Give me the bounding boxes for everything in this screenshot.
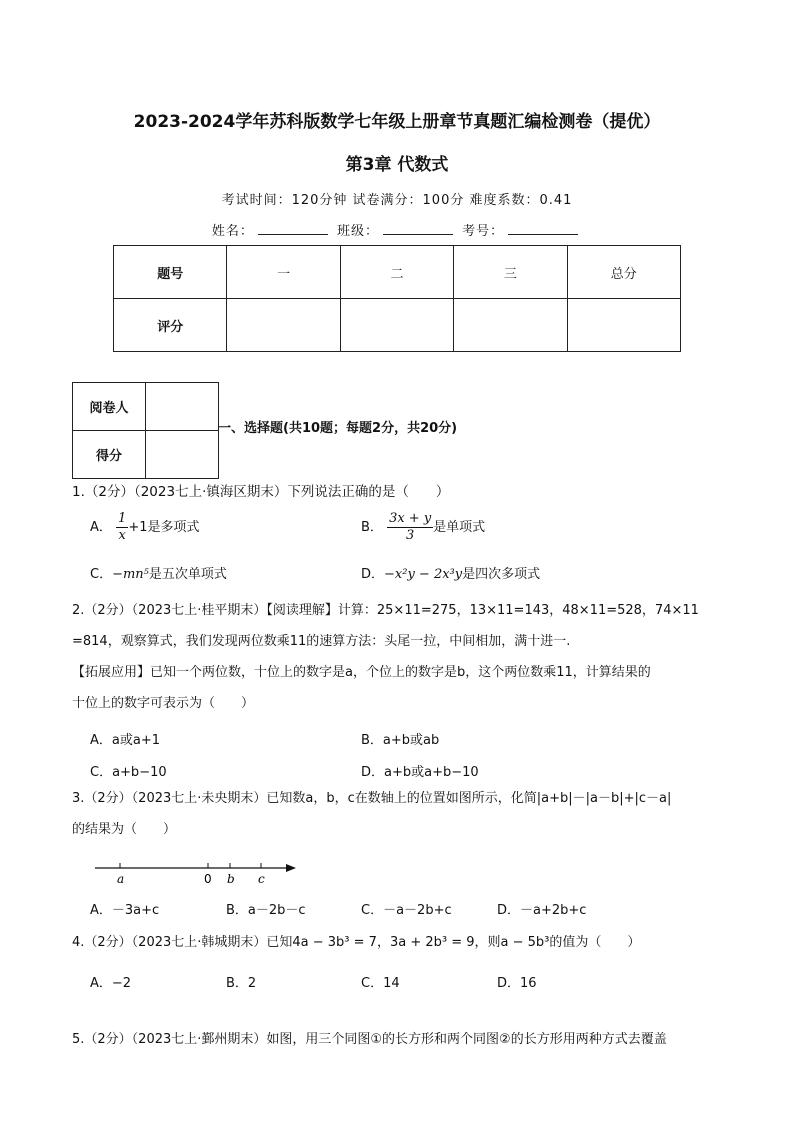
section-score-label: 得分 [73,431,146,479]
chapter-title: 第3章 代数式 [345,155,449,175]
exam-title: 2023-2024学年苏科版数学七年级上册章节真题汇编检测卷（提优） [133,112,661,132]
score-row-label: 评分 [114,299,227,352]
score-header-section2: 二 [340,246,453,299]
q1-option-b[interactable]: B． $\frac{3x + y}{3}$ 是单项式 [361,511,486,543]
q2-option-b[interactable]: B．a+b或ab [361,733,440,748]
q3-stem-line1: 3.（2分）（2023七上·未央期末）已知数a，b，c在数轴上的位置如图所示，化简|a+b|－|a－b|+|c－a| [72,791,672,806]
class-blank[interactable] [383,234,453,235]
q1-option-a[interactable]: A． $\frac{1}{x}$ +1是多项式 [90,511,200,543]
score-table-score-row [114,299,681,352]
q1-option-d[interactable]: D．−x²y − 2x³y是四次多项式 [361,567,541,582]
score-cell[interactable] [454,299,567,352]
q4-stem: 4.（2分）（2023七上·韩城期末）已知4a − 3b³ = 7，3a + 2b³ = 9，则a − 5b³的值为（ ） [72,935,641,950]
number-line-arrow-icon [286,864,296,872]
q5-stem: 5.（2分）（2023七上·鄞州期末）如图，用三个同图①的长方形和两个同图②的长方形用两种方式去覆盖 [72,1032,667,1047]
q3-option-c[interactable]: C．－a－2b+c [361,903,452,918]
score-table-header-row [114,246,681,299]
q1-option-c[interactable]: C．−mn⁵是五次单项式 [90,567,227,582]
q4-option-c[interactable]: C．14 [361,976,400,991]
id-label: 考号： [462,224,505,239]
q2-stem-line2: =814，观察算式，我们发现两位数乘11的速算方法：头尾一拉，中间相加，满十进一. [72,634,571,649]
score-header-total: 总分 [567,246,680,299]
label-c: c [258,872,265,886]
label-a: a [117,872,125,886]
q3-option-d[interactable]: D．－a+2b+c [497,903,587,918]
grader-table [72,382,219,479]
q3-number-line [90,858,305,888]
score-cell[interactable] [227,299,340,352]
q4-option-a[interactable]: A．−2 [90,976,132,991]
q4-option-b[interactable]: B．2 [226,976,257,991]
exam-info: 考试时间：120分钟 试卷满分：100分 难度系数：0.41 [221,193,573,208]
q2-option-c[interactable]: C．a+b−10 [90,765,167,780]
grader-cell[interactable] [146,383,219,431]
score-header-section1: 一 [227,246,340,299]
class-label: 班级： [336,224,379,239]
name-blank[interactable] [258,234,328,235]
q2-stem-line4: 十位上的数字可表示为（ ） [72,696,255,711]
id-blank[interactable] [508,234,578,235]
q2-option-d[interactable]: D．a+b或a+b−10 [361,765,479,780]
section1-heading: 一、选择题(共10题；每题2分，共20分) [218,421,458,436]
score-table [113,245,681,352]
label-b: b [227,872,235,886]
q2-stem-line1: 2.（2分）（2023七上·桂平期末）【阅读理解】计算：25×11=275，13×11=143，48×11=528，74×11 [72,603,699,618]
name-label: 姓名： [211,224,254,239]
q2-option-a[interactable]: A．a或a+1 [90,733,160,748]
score-cell[interactable] [340,299,453,352]
q3-option-a[interactable]: A．－3a+c [90,903,160,918]
score-header-section3: 三 [454,246,567,299]
score-cell[interactable] [567,299,680,352]
q3-option-b[interactable]: B．a－2b－c [226,903,306,918]
grader-label: 阅卷人 [73,383,146,431]
score-header-number: 题号 [114,246,227,299]
q1-b-fraction: $\frac{3x + y}{3}$ [389,511,432,543]
q2-stem-line3: 【拓展应用】已知一个两位数，十位上的数字是a，个位上的数字是b，这个两位数乘11，计算结果的 [72,665,651,680]
q4-option-d[interactable]: D．16 [497,976,537,991]
q1-stem: 1.（2分）（2023七上·镇海区期末）下列说法正确的是（ ） [72,484,450,500]
section-score-cell[interactable] [146,431,219,479]
q1-a-fraction: $\frac{1}{x}$ [118,511,127,543]
student-info-line [0,220,794,239]
q3-stem-line2: 的结果为（ ） [72,822,177,837]
label-0: 0 [204,872,212,886]
